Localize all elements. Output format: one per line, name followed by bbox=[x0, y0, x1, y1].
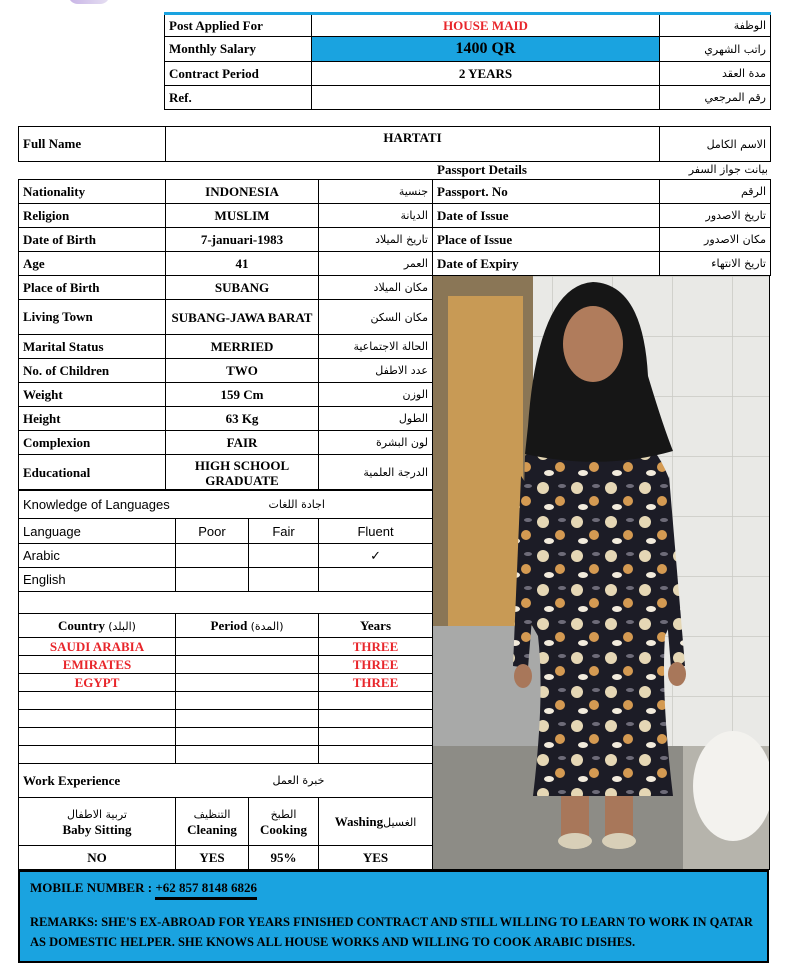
contract-period-label: Contract Period bbox=[165, 62, 312, 86]
living-town-label: Living Town bbox=[19, 300, 166, 335]
age-ar: العمر bbox=[319, 252, 433, 276]
lang-english-poor bbox=[176, 568, 249, 592]
work-experience-title-ar: خبرة العمل bbox=[249, 764, 433, 798]
place-of-birth-value: SUBANG bbox=[166, 276, 319, 300]
full-name-table bbox=[18, 126, 771, 162]
candidate-photo bbox=[432, 275, 770, 870]
height-label: Height bbox=[19, 407, 166, 431]
exp-header-period-ar: (المدة) bbox=[250, 619, 284, 633]
skill-cooking bbox=[249, 798, 319, 846]
skill-washing bbox=[319, 798, 433, 846]
exp-empty-cell bbox=[176, 728, 319, 746]
nationality-ar: جنسية bbox=[319, 180, 433, 204]
exp-empty-row bbox=[19, 710, 176, 728]
experience-table bbox=[18, 613, 433, 764]
weight-label: Weight bbox=[19, 383, 166, 407]
skill-cooking-en: Cooking bbox=[260, 821, 307, 837]
skill-baby-sitting bbox=[19, 798, 176, 846]
lang-header-language: Language bbox=[19, 519, 176, 544]
age-value: 41 bbox=[166, 252, 319, 276]
exp-header-period-en: Period bbox=[210, 617, 248, 633]
skill-washing-en: Washing bbox=[334, 813, 384, 829]
exp-country-2: EMIRATES bbox=[19, 656, 176, 674]
post-applied-value: HOUSE MAID bbox=[312, 14, 660, 37]
lang-header-poor: Poor bbox=[176, 519, 249, 544]
date-of-issue-label: Date of Issue bbox=[433, 204, 660, 228]
dob-label: Date of Birth bbox=[19, 228, 166, 252]
children-ar: عدد الاطفل bbox=[319, 359, 433, 383]
skill-cooking-ar: الطبخ bbox=[270, 807, 297, 821]
height-ar: الطول bbox=[319, 407, 433, 431]
nationality-label: Nationality bbox=[19, 180, 166, 204]
place-of-issue-label: Place of Issue bbox=[433, 228, 660, 252]
education-ar: الدرجة العلمية bbox=[319, 455, 433, 491]
complexion-label: Complexion bbox=[19, 431, 166, 455]
lang-header-fair: Fair bbox=[249, 519, 319, 544]
post-applied-label: Post Applied For bbox=[165, 14, 312, 37]
exp-empty-cell bbox=[319, 710, 433, 728]
skill-baby-sitting-value: NO bbox=[19, 846, 176, 870]
place-of-issue-ar: مكان الاصدور bbox=[660, 228, 771, 252]
logo-fragment bbox=[68, 0, 110, 4]
religion-ar: الديانة bbox=[319, 204, 433, 228]
languages-title: Knowledge of Languages bbox=[19, 490, 249, 519]
passport-details-title-ar: بيانت جواز السفر bbox=[688, 163, 768, 176]
height-value: 63 Kg bbox=[166, 407, 319, 431]
children-value: TWO bbox=[166, 359, 319, 383]
dob-ar: تاريخ الميلاد bbox=[319, 228, 433, 252]
skill-washing-value: YES bbox=[319, 846, 433, 870]
ref-label: Ref. bbox=[165, 86, 312, 110]
mobile-number: +62 857 8148 6826 bbox=[155, 880, 257, 900]
languages-title-ar: اجادة اللغات bbox=[249, 490, 433, 519]
work-experience-title: Work Experience bbox=[19, 764, 249, 798]
exp-empty-cell bbox=[176, 746, 319, 764]
exp-country-3: EGYPT bbox=[19, 674, 176, 692]
footer-box bbox=[18, 870, 769, 963]
lang-arabic-fluent-check: ✓ bbox=[319, 544, 433, 568]
post-applied-ar: الوظفة bbox=[660, 14, 771, 37]
contract-period-value: 2 YEARS bbox=[312, 62, 660, 86]
exp-years-3: THREE bbox=[319, 674, 433, 692]
lang-arabic: Arabic bbox=[19, 544, 176, 568]
date-of-issue-ar: تاريخ الاصدور bbox=[660, 204, 771, 228]
skill-washing-ar: الغسيل bbox=[383, 815, 417, 829]
living-town-value: SUBANG-JAWA BARAT bbox=[166, 300, 319, 335]
children-label: No. of Children bbox=[19, 359, 166, 383]
marital-status-value: MERRIED bbox=[166, 335, 319, 359]
weight-ar: الوزن bbox=[319, 383, 433, 407]
exp-period-1 bbox=[176, 638, 319, 656]
lang-header-fluent: Fluent bbox=[319, 519, 433, 544]
dob-value: 7-januari-1983 bbox=[166, 228, 319, 252]
exp-empty-cell bbox=[319, 728, 433, 746]
passport-no-ar: الرقم bbox=[660, 180, 771, 204]
skill-cleaning-value: YES bbox=[176, 846, 249, 870]
exp-header-years: Years bbox=[319, 614, 433, 638]
education-value: HIGH SCHOOL GRADUATE bbox=[166, 455, 319, 491]
lang-english: English bbox=[19, 568, 176, 592]
exp-period-2 bbox=[176, 656, 319, 674]
exp-years-1: THREE bbox=[319, 638, 433, 656]
personal-table bbox=[18, 179, 433, 491]
ref-ar: رقم المرجعي bbox=[660, 86, 771, 110]
exp-empty-row bbox=[19, 728, 176, 746]
job-info-table bbox=[164, 12, 771, 110]
monthly-salary-label: Monthly Salary bbox=[165, 37, 312, 62]
place-of-birth-label: Place of Birth bbox=[19, 276, 166, 300]
monthly-salary-ar: راتب الشهري bbox=[660, 37, 771, 62]
exp-header-country-ar: (البلد) bbox=[108, 619, 136, 633]
skill-cleaning bbox=[176, 798, 249, 846]
exp-header-period bbox=[176, 614, 319, 638]
exp-country-1: SAUDI ARABIA bbox=[19, 638, 176, 656]
skills-table bbox=[18, 763, 433, 870]
exp-empty-row bbox=[19, 746, 176, 764]
exp-empty-cell bbox=[176, 692, 319, 710]
education-label: Educational bbox=[19, 455, 166, 491]
photo-illustration bbox=[433, 276, 770, 870]
passport-no-label: Passport. No bbox=[433, 180, 660, 204]
lang-arabic-poor bbox=[176, 544, 249, 568]
full-name-label: Full Name bbox=[19, 127, 166, 162]
exp-header-country bbox=[19, 614, 176, 638]
skill-baby-sitting-ar: تربية الاطفال bbox=[67, 807, 127, 821]
mobile-label: MOBILE NUMBER : bbox=[30, 880, 153, 895]
marital-status-ar: الحالة الاجتماعية bbox=[319, 335, 433, 359]
full-name-value: HARTATI bbox=[166, 127, 660, 162]
skill-cleaning-en: Cleaning bbox=[187, 821, 237, 837]
blank-row bbox=[19, 592, 433, 614]
exp-empty-row bbox=[19, 692, 176, 710]
passport-table bbox=[432, 179, 771, 276]
lang-arabic-fair bbox=[249, 544, 319, 568]
place-of-birth-ar: مكان الميلاد bbox=[319, 276, 433, 300]
skill-baby-sitting-en: Baby Sitting bbox=[62, 821, 132, 837]
living-town-ar: مكان السكن bbox=[319, 300, 433, 335]
exp-years-2: THREE bbox=[319, 656, 433, 674]
age-label: Age bbox=[19, 252, 166, 276]
weight-value: 159 Cm bbox=[166, 383, 319, 407]
skill-cooking-value: 95% bbox=[249, 846, 319, 870]
passport-details-title: Passport Details bbox=[437, 162, 527, 177]
full-name-ar: الاسم الكامل bbox=[660, 127, 771, 162]
lang-english-fluent bbox=[319, 568, 433, 592]
exp-header-country-en: Country bbox=[58, 617, 105, 633]
mobile-line bbox=[30, 880, 257, 896]
lang-english-fair bbox=[249, 568, 319, 592]
exp-empty-cell bbox=[319, 692, 433, 710]
exp-empty-cell bbox=[176, 710, 319, 728]
nationality-value: INDONESIA bbox=[166, 180, 319, 204]
complexion-value: FAIR bbox=[166, 431, 319, 455]
ref-value bbox=[312, 86, 660, 110]
date-of-expiry-ar: تاريخ الانتهاء bbox=[660, 252, 771, 276]
religion-value: MUSLIM bbox=[166, 204, 319, 228]
date-of-expiry-label: Date of Expiry bbox=[433, 252, 660, 276]
monthly-salary-value: 1400 QR bbox=[312, 37, 660, 62]
exp-period-3 bbox=[176, 674, 319, 692]
remarks-text: REMARKS: SHE'S EX-ABROAD FOR YEARS FINISHED CONTRACT AND STILL WILLING TO LEARN TO WORK IN QATAR AS DOMESTIC HELPER. SHE KNOWS ALL HOUSE WORKS AND WILLING TO COOK ARABIC DISHES. bbox=[30, 915, 753, 949]
contract-period-ar: مدة العقد bbox=[660, 62, 771, 86]
languages-table bbox=[18, 489, 433, 614]
exp-empty-cell bbox=[319, 746, 433, 764]
marital-status-label: Marital Status bbox=[19, 335, 166, 359]
skill-cleaning-ar: التنظيف bbox=[193, 807, 231, 821]
religion-label: Religion bbox=[19, 204, 166, 228]
complexion-ar: لون البشرة bbox=[319, 431, 433, 455]
